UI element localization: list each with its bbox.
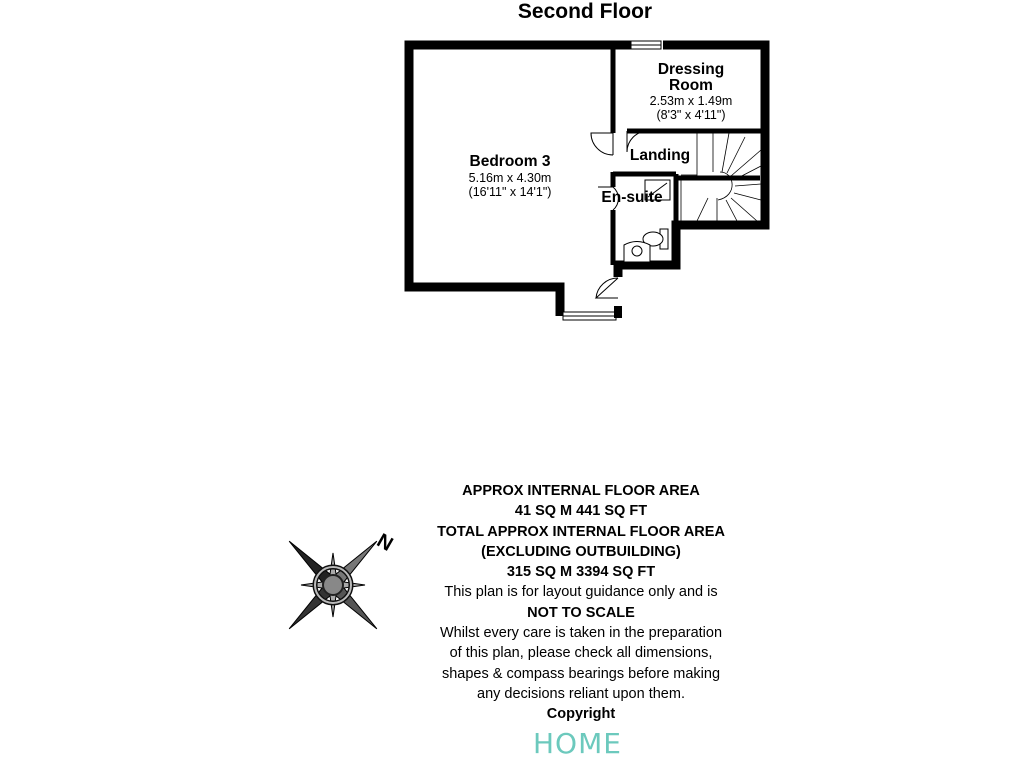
bedroom3-name: Bedroom 3: [469, 153, 551, 170]
label-landing: Landing: [629, 147, 691, 164]
dressing-name-2: Room: [669, 77, 713, 94]
notes-line-12: Copyright: [546, 706, 616, 723]
wall-stub: [614, 306, 622, 318]
notes-line-10: shapes & compass bearings before making: [441, 665, 721, 682]
bedroom3-metric: 5.16m x 4.30m: [468, 171, 552, 185]
notes-line-11: any decisions reliant upon them.: [477, 685, 685, 702]
notes-line-2: 41 SQ M 441 SQ FT: [514, 503, 648, 520]
compass-rose-icon: [245, 497, 420, 672]
dressing-imperial: (8'3" x 4'11"): [656, 108, 726, 122]
notes-line-3: TOTAL APPROX INTERNAL FLOOR AREA: [437, 523, 725, 540]
notes-line-7: NOT TO SCALE: [527, 604, 635, 621]
label-dressing-room: [650, 61, 733, 122]
label-bedroom3: [469, 153, 552, 199]
notes-line-6: This plan is for layout guidance only and is: [444, 584, 718, 601]
notes-line-4: (EXCLUDING OUTBUILDING): [481, 543, 681, 560]
notes-line-1: APPROX INTERNAL FLOOR AREA: [462, 483, 700, 499]
notes-line-9: of this plan, please check all dimensions,: [449, 645, 713, 662]
dressing-name-1: Dressing: [657, 61, 725, 78]
label-ensuite: En-suite: [601, 189, 663, 206]
notes-line-8: Whilst every care is taken in the preparation: [439, 625, 723, 642]
compass-north-label: N: [373, 529, 397, 556]
floor-area-notes: [421, 481, 741, 725]
window-bottom: [563, 312, 616, 320]
basin-fixture: [624, 242, 650, 263]
floor-title: Second Floor: [517, 0, 653, 23]
notes-line-5: 315 SQ M 3394 SQ FT: [506, 564, 656, 581]
home-logo: HOME: [533, 727, 622, 760]
dressing-metric: 2.53m x 1.49m: [649, 94, 733, 108]
window-top: [631, 41, 661, 49]
bedroom3-imperial: (16'11" x 14'1"): [468, 185, 552, 199]
